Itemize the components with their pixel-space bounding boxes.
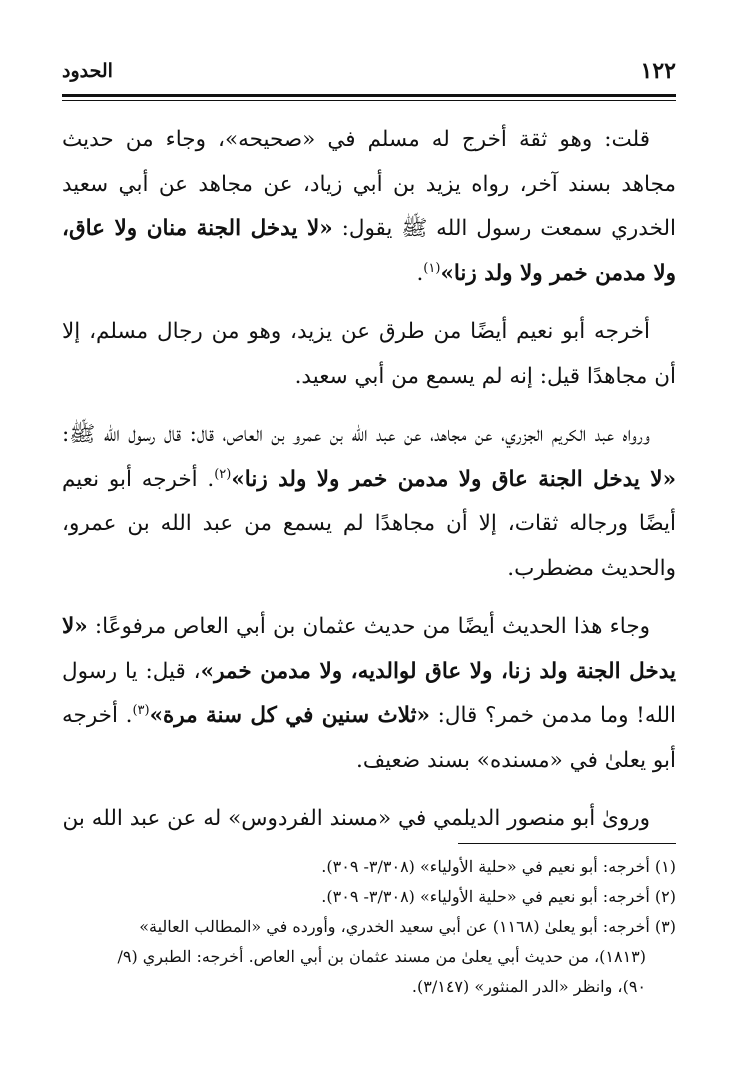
paragraph-4-mid: ، قيل: يا رسول الله! وما مدمن خمر؟ قال: (62, 658, 676, 728)
main-text (62, 118, 676, 856)
footnote-ref-1: (١) (423, 260, 441, 276)
footnote-3-line-2: (١٨١٣)، من حديث أبي يعلىٰ من مسند عثمان بن أبي العاص. أخرجه: الطبري (٩/ (117, 947, 646, 966)
paragraph-3-hadith: «لا يدخل الجنة عاق ولا مدمن خمر ولا ولد زنا» (231, 466, 677, 492)
footnote-separator (458, 843, 676, 844)
paragraph-5-text: ورویٰ أبو منصور الديلمي في «مسند الفردوس» له عن عبد الله بن (62, 806, 650, 831)
paragraph-4-hadith-2: «ثلاث سنين في كل سنة مرة» (149, 703, 430, 728)
paragraph-2-text: أخرجه أبو نعيم أيضًا من طرق عن يزيد، وهو من رجال مسلم، إلا أن مجاهدًا قيل: إنه لم يسمع من أبي سعيد. (62, 319, 676, 389)
paragraph-4-intro: وجاء هذا الحديث أيضًا من حديث عثمان بن أبي العاص مرفوعًا: (87, 614, 650, 639)
paragraph-4-end: . أخرجه أبو يعلىٰ في «مسنده» بسند ضعيف. (62, 703, 676, 773)
paragraph-1-intro: قلت: وهو ثقة أخرج له مسلم في «صحيحه»، وجاء من حديث مجاهد بسند آخر، رواه يزيد بن أبي زياد، عن مجاهد عن أبي سعيد الخدري سمعت رسول الله ﷺ يقول: (62, 127, 676, 241)
footnotes (62, 852, 676, 1002)
chapter-title: الحدود (62, 60, 113, 82)
paragraph-1 (62, 118, 676, 296)
footnote-1: (١) أخرجه: أبو نعيم في «حلية الأولياء» (٣/٣٠٨- ٣٠٩). (321, 857, 676, 876)
footnote-ref-3: (٣) (132, 702, 150, 718)
paragraph-3 (62, 413, 676, 591)
footnote-3-line-1: (٣) أخرجه: أبو يعلىٰ (١١٦٨) عن أبي سعيد الخدري، وأورده في «المطالب العالية» (139, 917, 676, 936)
paragraph-4 (62, 605, 676, 783)
paragraph-1-end: . (416, 260, 424, 286)
running-header (62, 58, 676, 90)
book-page (62, 0, 676, 1089)
footnote-3-line-3: ٩٠)، وانظر «الدر المنثور» (٣/١٤٧). (411, 977, 646, 996)
paragraph-1-hadith: «لا يدخل الجنة منان ولا عاق، ولا مدمن خمر ولا ولد زنا» (62, 216, 676, 286)
paragraph-4-hadith: «لا يدخل الجنة ولد زنا، ولا عاق لوالديه، ولا مدمن خمر» (62, 614, 676, 684)
header-rule-thick (62, 94, 676, 97)
footnote-2: (٢) أخرجه: أبو نعيم في «حلية الأولياء» (٣/٣٠٨- ٣٠٩). (321, 887, 676, 906)
paragraph-3-end: . أخرجه أبو نعيم أيضًا ورجاله ثقات، إلا أن مجاهدًا لم يسمع من عبد الله بن عمرو، والحديث مضطرب. (62, 466, 676, 581)
paragraph-2 (62, 310, 676, 399)
paragraph-3-intro: ورواه عبد الكريم الجزري، عن مجاهد، عن عبد الله بن عمرو بن العاص، قال: قال رسول الله ﷺ: (62, 422, 650, 447)
page-number: ١٢٢ (640, 58, 676, 84)
paragraph-5 (62, 797, 676, 842)
header-rule-thin (62, 100, 676, 101)
footnote-ref-2: (٢) (214, 466, 232, 482)
